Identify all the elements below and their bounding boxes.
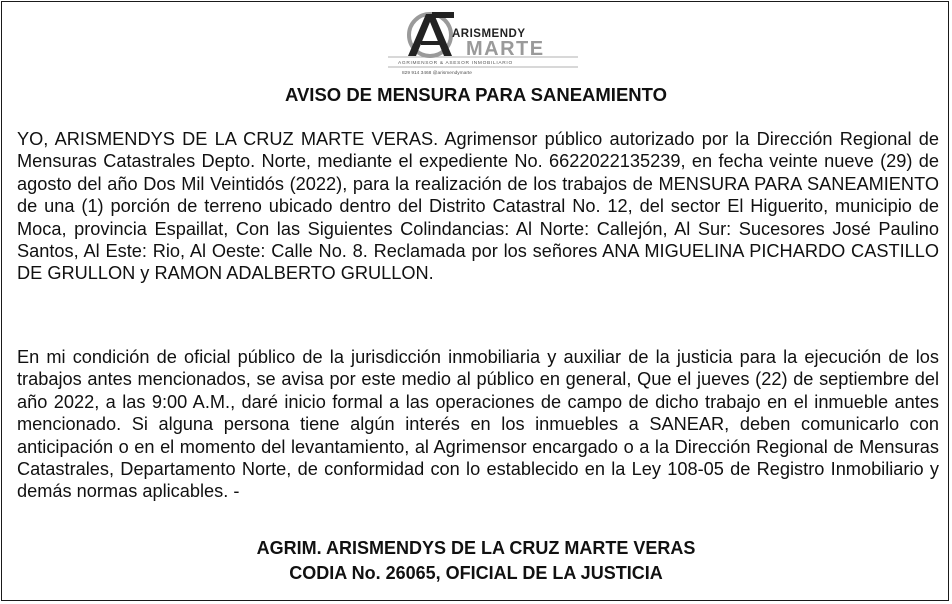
logo-contact: 829 914 3468 @arismendymarte [402,71,472,76]
logo-line2: MARTE [466,38,545,60]
signature-credential: CODIA No. 26065, OFICIAL DE LA JUSTICIA [289,563,663,583]
logo-line1: ARISMENDY [452,28,526,40]
notice-title: AVISO DE MENSURA PARA SANEAMIENTO [284,84,668,105]
logo-subtitle: AGRIMENSOR & ASESOR INMOBILIARIO [398,61,513,66]
company-logo [388,8,578,80]
signature-name: AGRIM. ARISMENDYS DE LA CRUZ MARTE VERAS [256,538,696,558]
notice-paragraph-1: YO, ARISMENDYS DE LA CRUZ MARTE VERAS. Agrimensor público autorizado por la Dirección Regional de Mensuras Catastrales Depto. Norte, mediante el expediente No. 6622022135239, en fecha veinte nueve (29) de agosto del año Dos Mil Veintidós (2022), para la realización de los trabajos de MENSURA PARA SANEAMIENTO de una (1) porción de terreno ubicado dentro del Distrito Catastral No. 12, del sector El Higuerito, municipio de Moca, provincia Espaillat, Con las Siguientes Colindancias: Al Norte: Callejón, Al Sur: Sucesores José Paulino Santos, Al Este: Rio, Al Oeste: Calle No. 8. Reclamada por los señores ANA MIGUELINA PICHARDO CASTILLO DE GRULLON y RAMON ADALBERTO GRULLON. [17,129,939,284]
notice-paragraph-2: En mi condición de oficial público de la jurisdicción inmobiliaria y auxiliar de la justicia para la ejecución de los trabajos antes mencionados, se avisa por este medio al público en general, Que el jueves (22) de septiembre del año 2022, a las 9:00 A.M., daré inicio formal a las operaciones de campo de dicho trabajo en el inmueble antes mencionado. Si alguna persona tiene algún interés en los inmuebles a SANEAR, deben comunicarlo con anticipación o en el momento del levantamiento, al Agrimensor encargado o a la Dirección Regional de Mensuras Catastrales, Departamento Norte, de conformidad con lo establecido en la Ley 108-05 de Registro Inmobiliario y demás normas aplicables. - [17,347,939,502]
